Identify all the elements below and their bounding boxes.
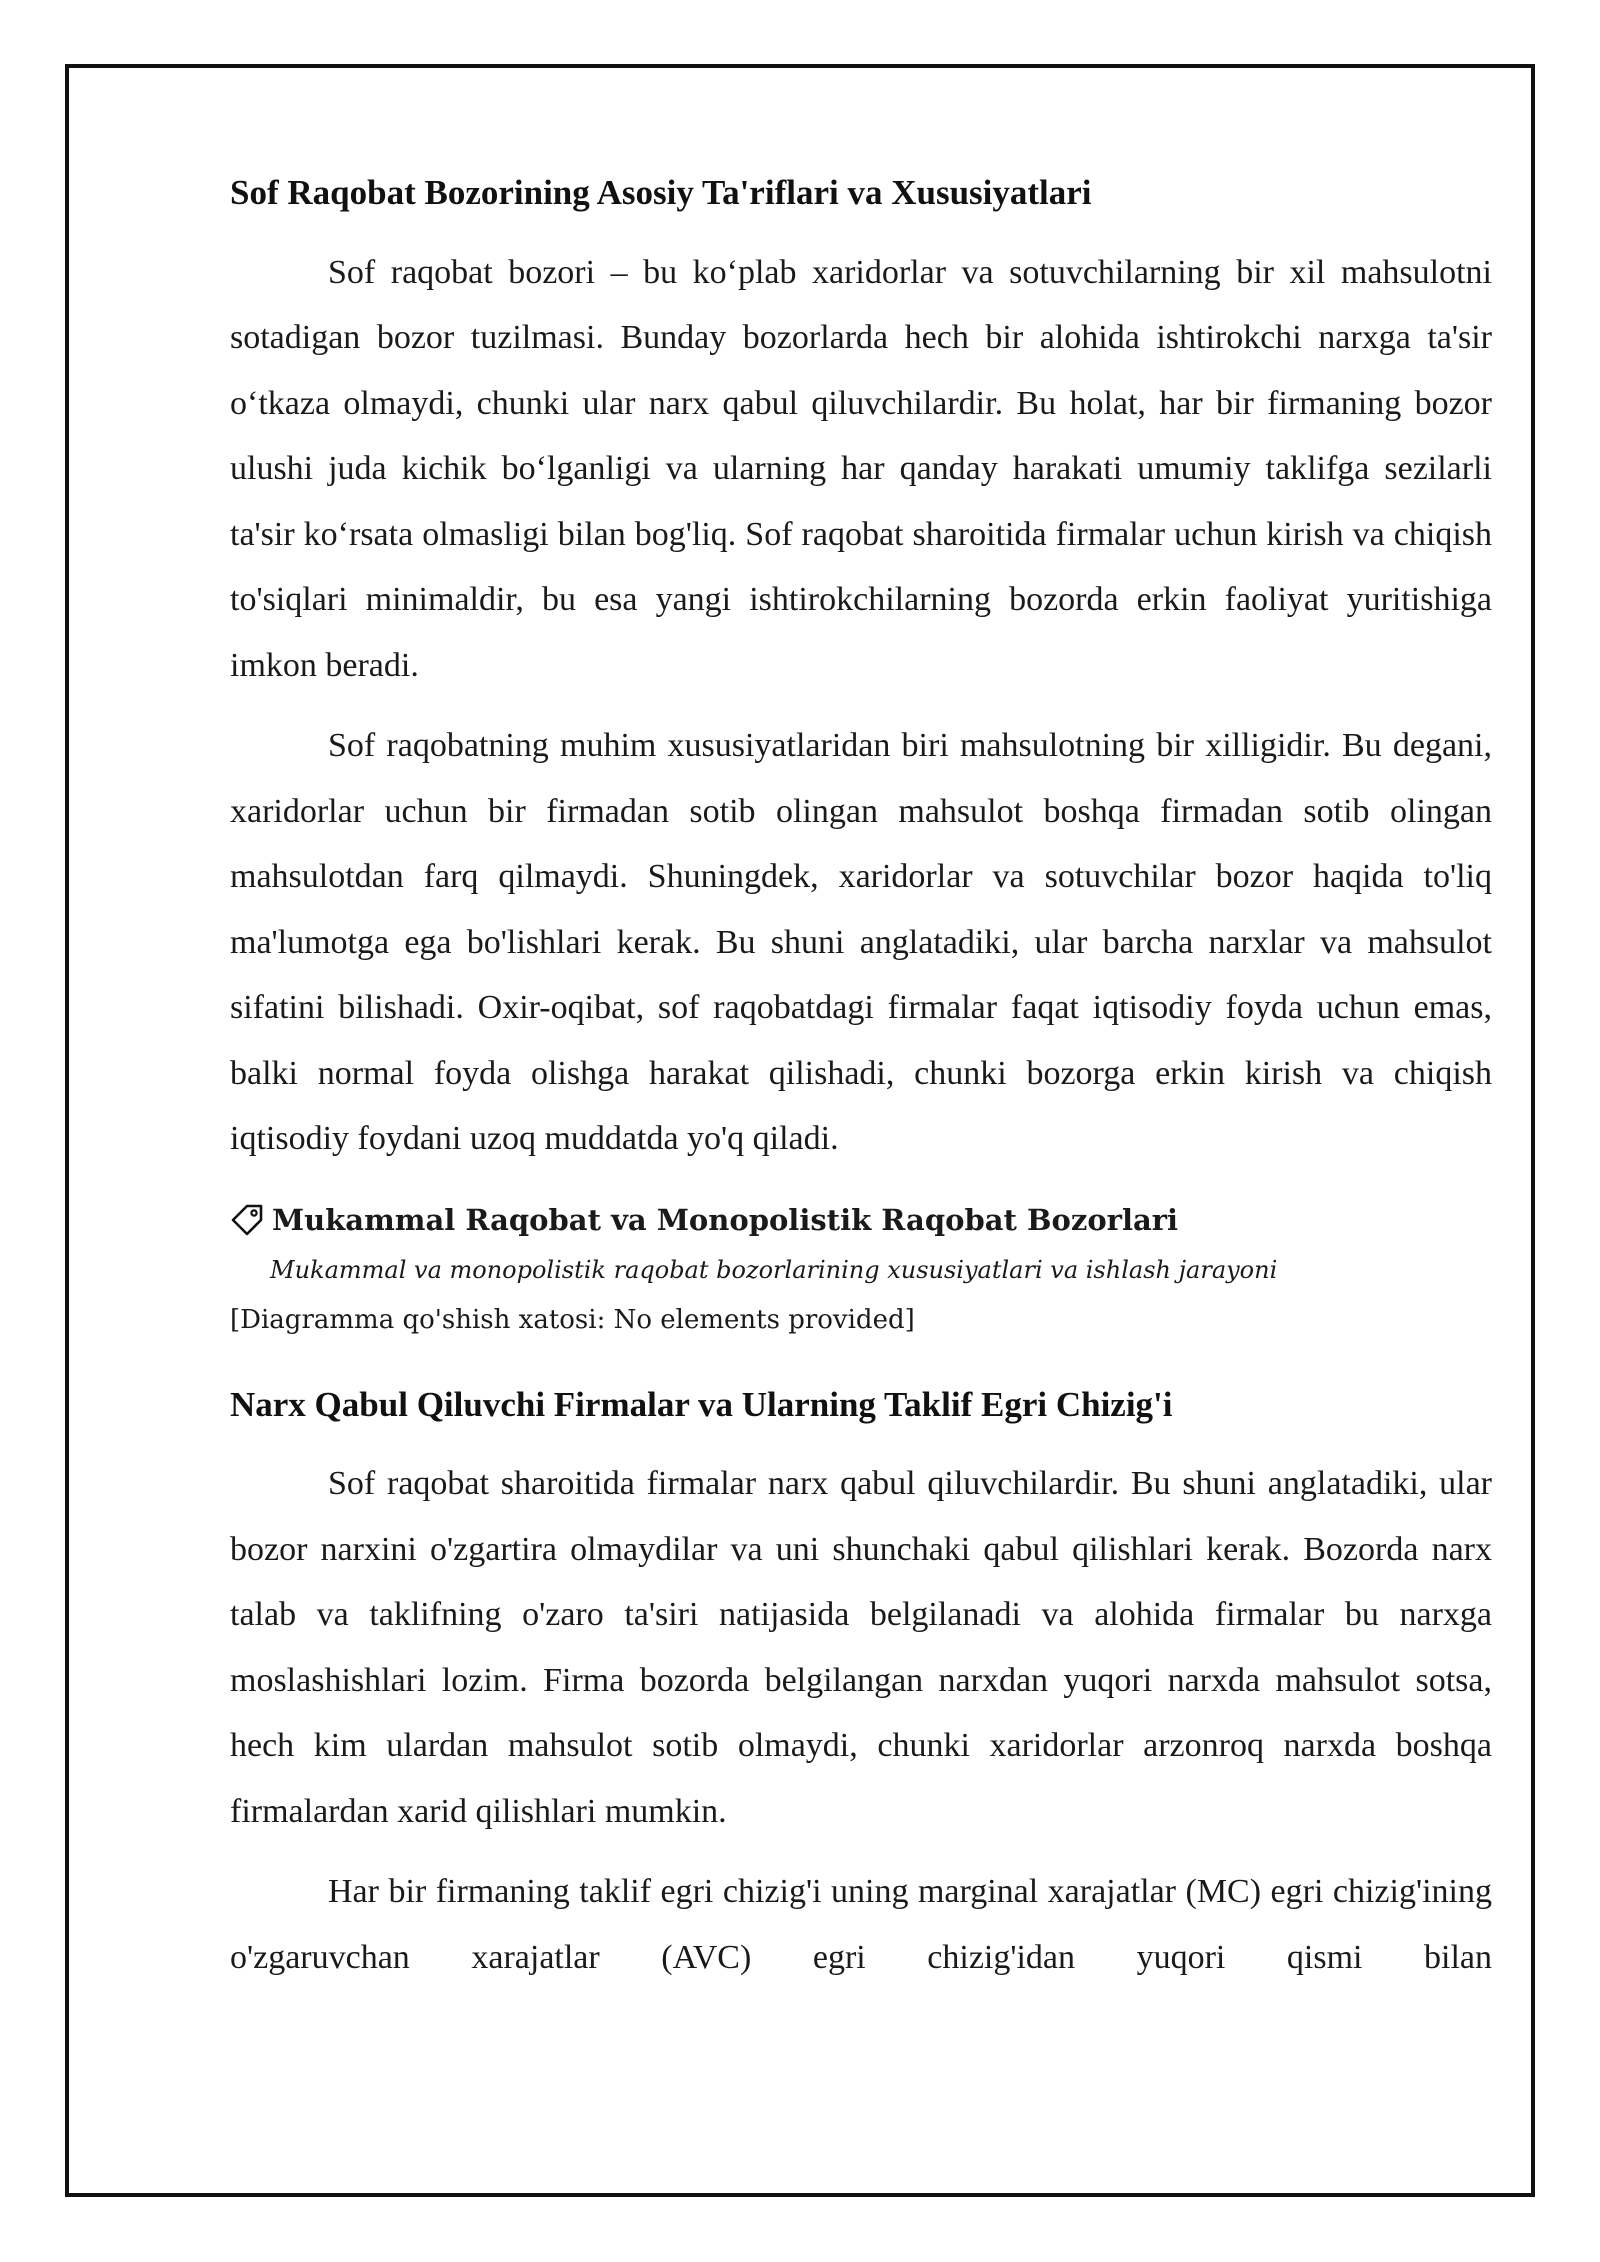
- diagram-title: Mukammal Raqobat va Monopolistik Raqobat Bozorlari: [272, 1202, 1179, 1237]
- section-heading-2: Narx Qabul Qiluvchi Firmalar va Ularning Taklif Egri Chizig'i: [230, 1384, 1173, 1424]
- document-content: [230, 170, 1492, 2005]
- tag-icon: [230, 1203, 264, 1237]
- diagram-placeholder: [230, 1200, 1492, 1338]
- section-heading-1: Sof Raqobat Bozorining Asosiy Ta'riflari va Xususiyatlari: [230, 173, 1092, 212]
- paragraph-3: Sof raqobat sharoitida firmalar narx qabul qiluvchilardir. Bu shuni anglatadiki, ular bozor narxini o'zgartira olmaydilar va uni shunchaki qabul qilishlari kerak. Bozorda narx talab va taklifning o'zaro ta'siri natijasida belgilanadi va alohida firmalar bu narxga moslashishlari lozim. Firma bozorda belgilangan narxdan yuqori narxda mahsulot sotsa, hech kim ulardan mahsulot sotib olmaydi, chunki xaridorlar arzonroq narxda boshqa firmalardan xarid qilishlari mumkin.: [230, 1465, 1492, 1830]
- diagram-subtitle: Mukammal va monopolistik raqobat bozorlarining xususiyatlari va ishlash jarayoni: [270, 1255, 1278, 1284]
- diagram-title-row: [230, 1200, 1492, 1240]
- diagram-error-message: [Diagramma qo'shish xatosi: No elements provided]: [230, 1304, 915, 1335]
- paragraph-1: Sof raqobat bozori – bu ko‘plab xaridorlar va sotuvchilarning bir xil mahsulotni sotadigan bozor tuzilmasi. Bunday bozorlarda hech bir alohida ishtirokchi narxga ta'sir o‘tkaza olmaydi, chunki ular narx qabul qiluvchilardir. Bu holat, har bir firmaning bozor ulushi juda kichik bo‘lganligi va ularning har qanday harakati umumiy taklifga sezilarli ta'sir ko‘rsata olmasligi bilan bog'liq. Sof raqobat sharoitida firmalar uchun kirish va chiqish to'siqlari minimaldir, bu esa yangi ishtirokchilarning bozorda erkin faoliyat yuritishiga imkon beradi.: [230, 253, 1492, 684]
- paragraph-4: Har bir firmaning taklif egri chizig'i uning marginal xarajatlar (MC) egri chizig'ining o'zgaruvchan xarajatlar (AVC) egri chizig'idan yuqori qismi bilan: [230, 1873, 1492, 1976]
- paragraph-2: Sof raqobatning muhim xususiyatlaridan biri mahsulotning bir xilligidir. Bu degani, xaridorlar uchun bir firmadan sotib olingan mahsulot boshqa firmadan sotib olingan mahsulotdan farq qilmaydi. Shuningdek, xaridorlar va sotuvchilar bozor haqida to'liq ma'lumotga ega bo'lishlari kerak. Bu shuni anglatadiki, ular barcha narxlar va mahsulot sifatini bilishadi. Oxir-oqibat, sof raqobatdagi firmalar faqat iqtisodiy foyda uchun emas, balki normal foyda olishga harakat qilishadi, chunki bozorga erkin kirish va chiqish iqtisodiy foydani uzoq muddatda yo'q qiladi.: [230, 727, 1492, 1157]
